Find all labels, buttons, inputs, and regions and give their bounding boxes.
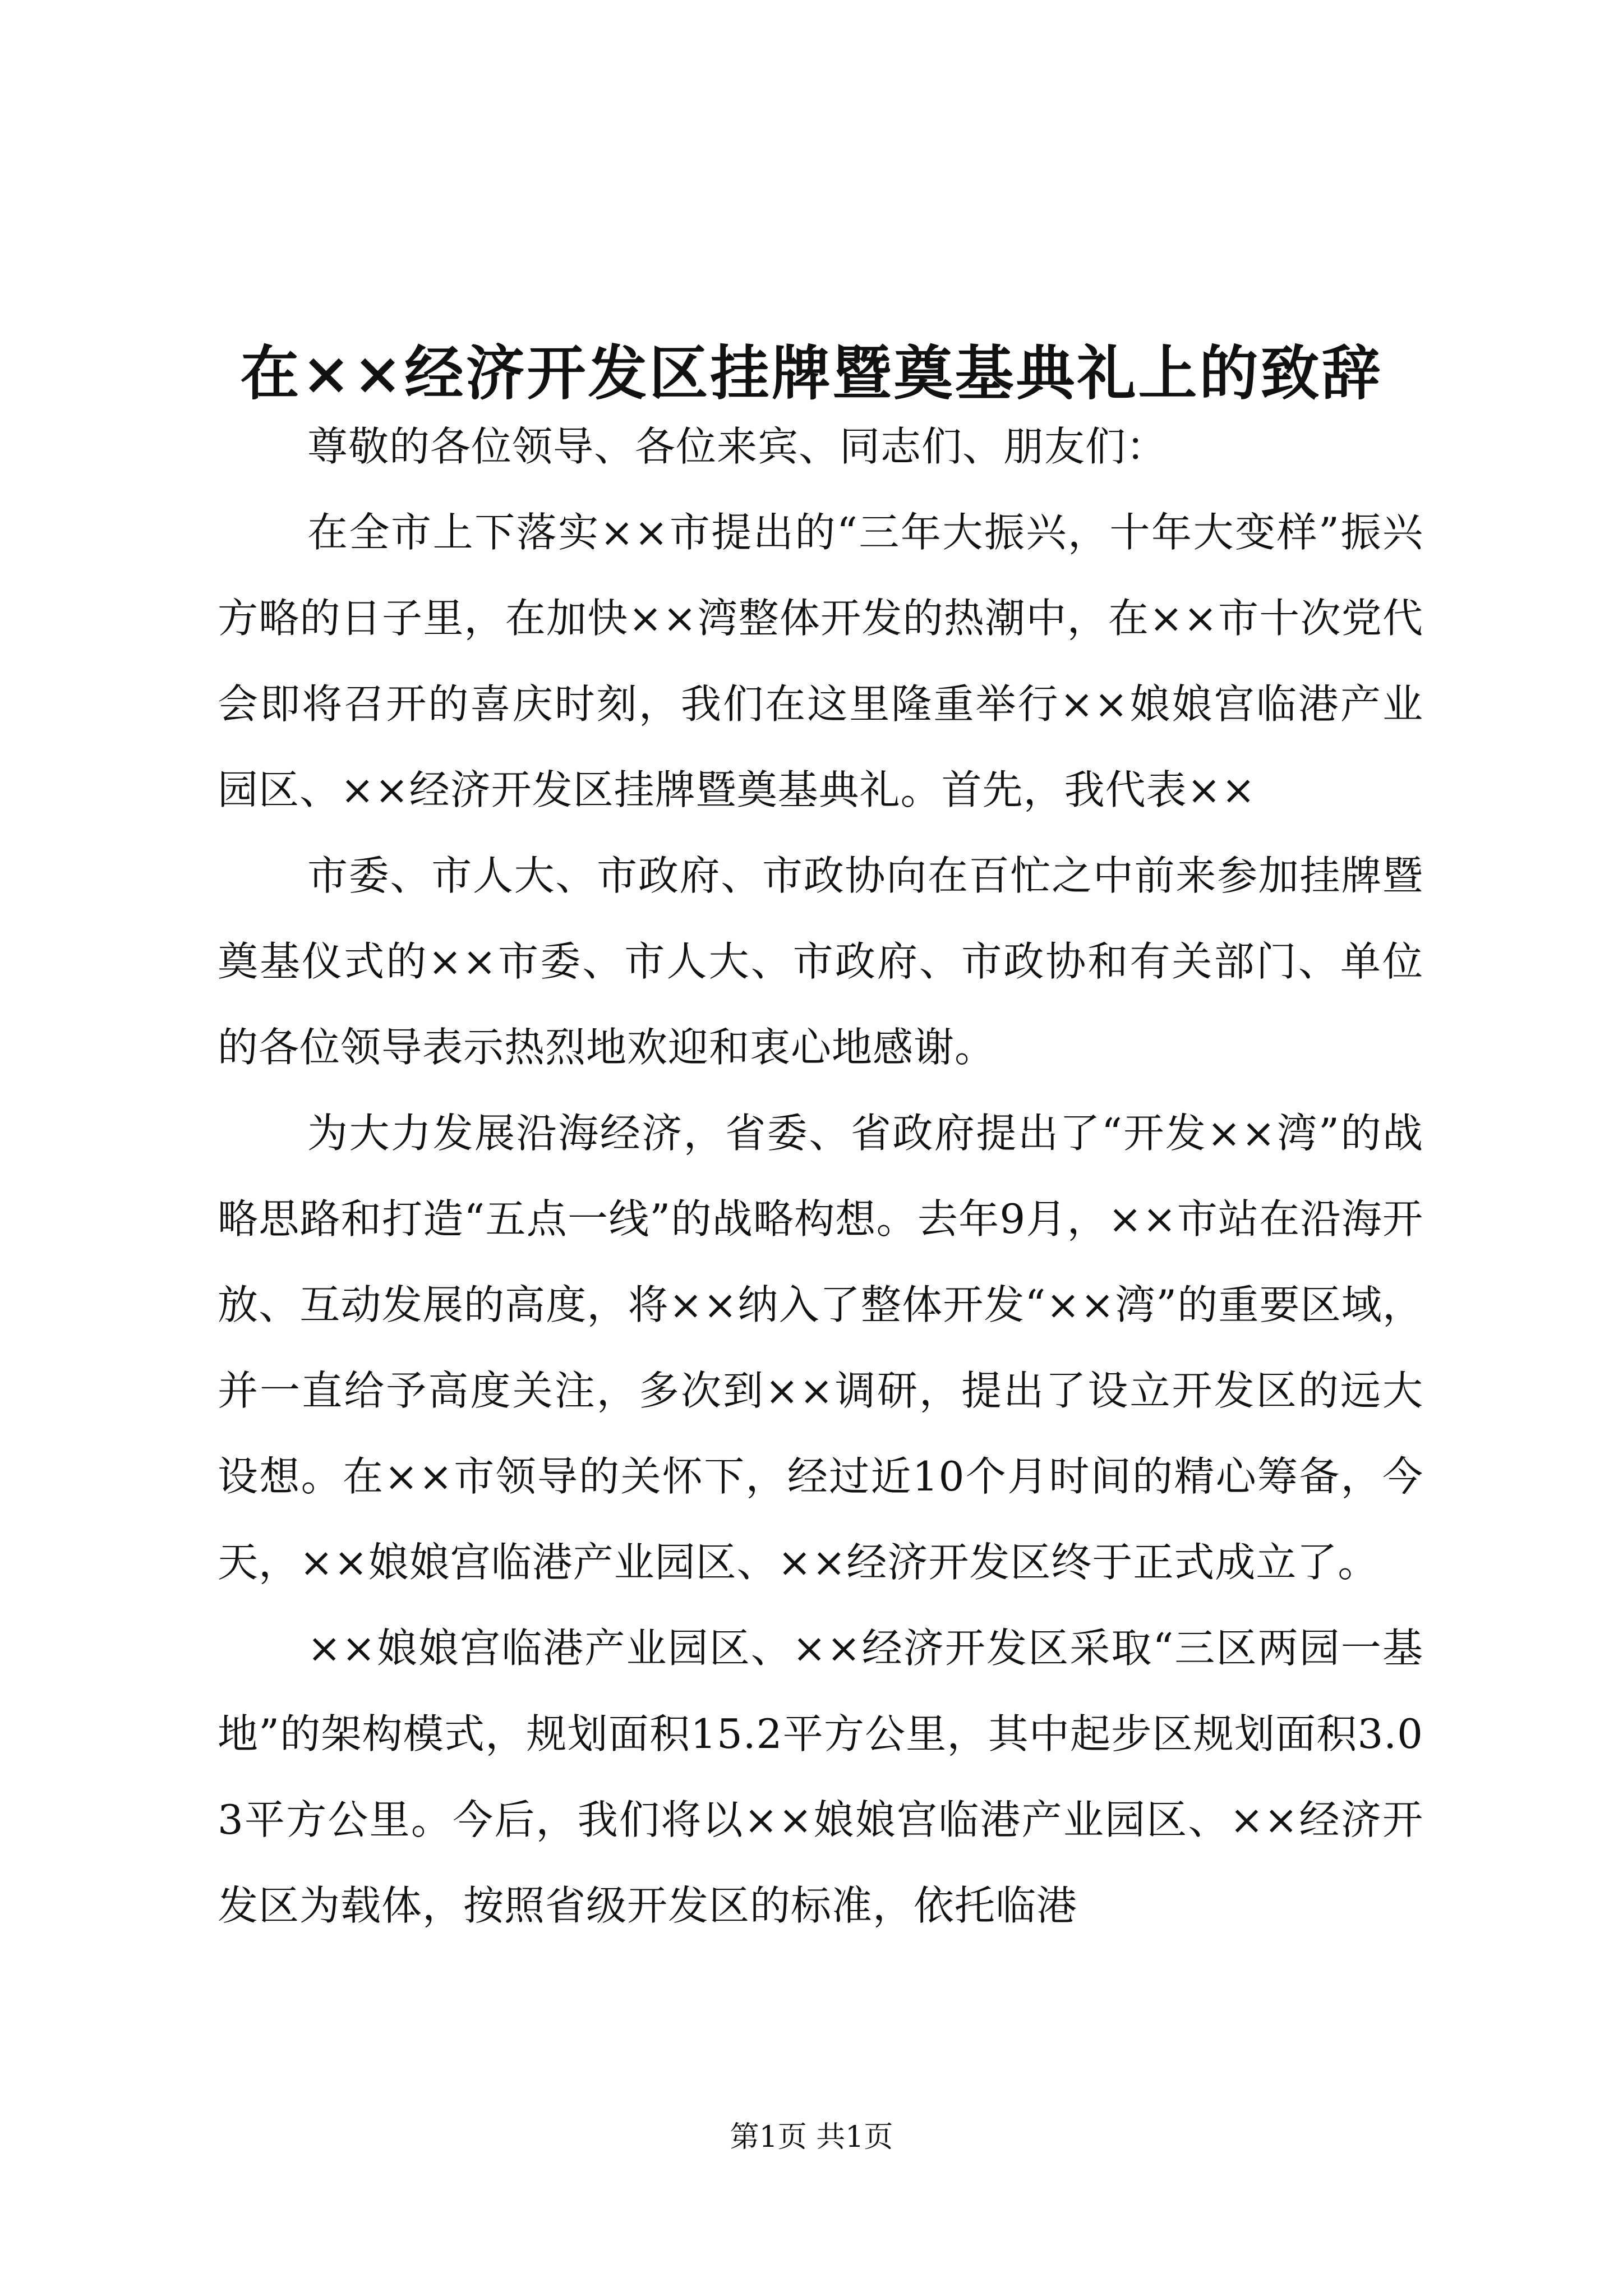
paragraph-1: 在全市上下落实××市提出的“三年大振兴，十年大变样”振兴方略的日子里，在加快××湾整体开发的热潮中，在××市十次党代会即将召开的喜庆时刻，我们在这里隆重举行××娘娘宫临港产业园区、××经济开发区挂牌暨奠基典礼。首先，我代表××	[218, 509, 1423, 813]
paragraph-3: 为大力发展沿海经济，省委、省政府提出了“开发××湾”的战略思路和打造“五点一线”的战略构想。去年9月，××市站在沿海开放、互动发展的高度，将××纳入了整体开发“××湾”的重要区域，并一直给予高度关注，多次到××调研，提出了设立开发区的远大设想。在××市领导的关怀下，经过近10个月时间的精心筹备，今天，××娘娘宫临港产业园区、××经济开发区终于正式成立了。	[218, 1110, 1423, 1586]
paragraph-greeting: 尊敬的各位领导、各位来宾、同志们、朋友们：	[307, 423, 1168, 470]
paragraph-2: 市委、市人大、市政府、市政协向在百忙之中前来参加挂牌暨奠基仪式的××市委、市人大、市政府、市政协和有关部门、单位的各位领导表示热烈地欢迎和衷心地感谢。	[218, 852, 1423, 1071]
page-footer: 第1页 共1页	[730, 2120, 893, 2154]
document-body	[218, 404, 1423, 1949]
paragraph-4: ××娘娘宫临港产业园区、××经济开发区采取“三区两园一基地”的架构模式，规划面积15.2平方公里，其中起步区规划面积3.03平方公里。今后，我们将以××娘娘宫临港产业园区、××经济开发区为载体，按照省级开发区的标准，依托临港	[218, 1625, 1423, 1929]
document-title: 在××经济开发区挂牌暨奠基典礼上的致辞	[240, 338, 1383, 408]
